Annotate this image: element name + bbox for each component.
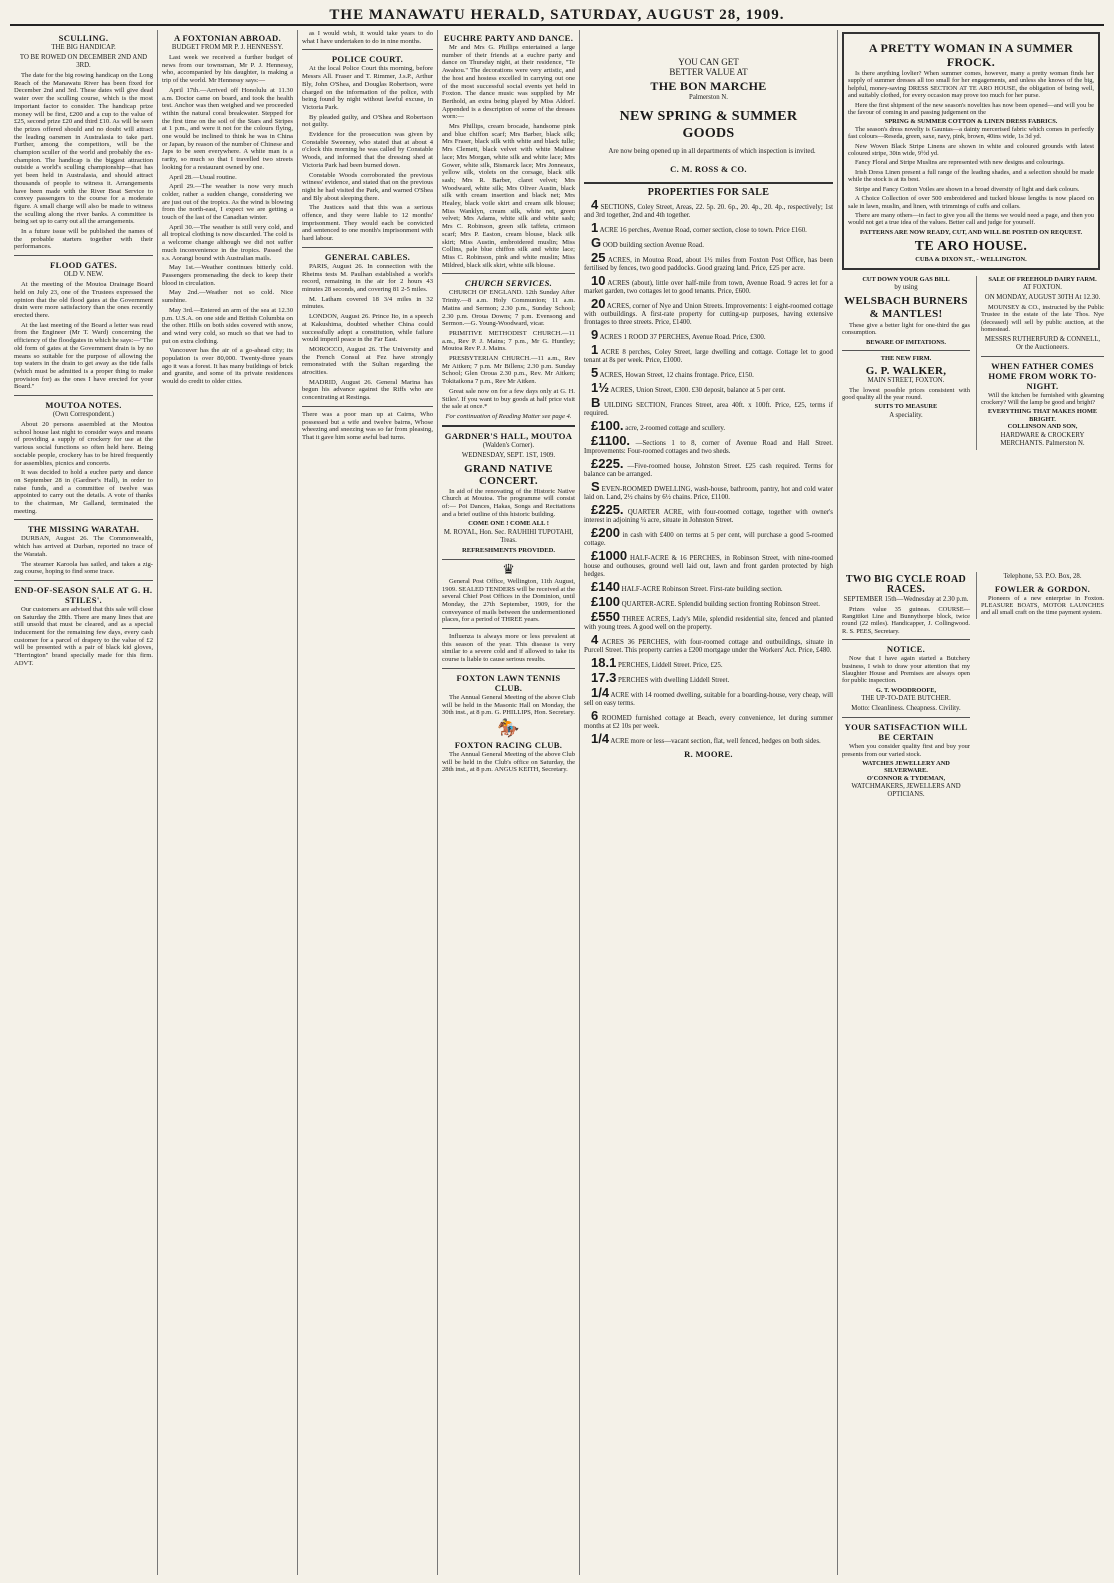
subheading: (Own Correspondent.) — [52, 411, 115, 419]
mid-adverts — [842, 272, 1104, 572]
heading-flood-gates: FLOOD GATES. — [50, 260, 117, 271]
divider — [14, 519, 153, 520]
article-text: About 20 persons assembled at the Moutoa school house last night to consider ways and means of providing a supply of crockery for use at the various social functions so often held here. Being sociable people, crockery has to be hired frequently for assemblies, picnics and concerts. — [14, 421, 153, 467]
cycle-advert — [842, 572, 970, 802]
article-text: It was decided to hold a euchre party and dance on September 28 in (Gardner's Hall), in order to raise funds, and a committee of twelve was appointed to carry out the details. A vote of thanks to the chairman, Mr Galland, terminated the meeting. — [14, 469, 153, 515]
ad-you-can-get: YOU CAN GET — [678, 57, 739, 67]
divider — [302, 247, 433, 248]
property-lead: B — [591, 395, 601, 410]
divider — [14, 255, 153, 256]
agent-name: R. MOORE. — [684, 749, 733, 759]
ad-text: Prizes value 35 guineas. COURSE—Rangitikei Line and Bunnythorpe block, twice round (22 miles). Handicapper, J. Collingwood. R. S. PEES, Secretary. — [842, 605, 970, 635]
article-text: M. Latham covered 18 3/4 miles in 32 minutes. — [302, 295, 433, 311]
article-text: PARIS, August 26. In connection with the Rheims tests M. Paulhan established a world's record, remaining in the air for 2 hours 43 minutes 28 seconds, and covering 81 2-5 miles. — [302, 262, 433, 293]
property-listing — [584, 367, 833, 380]
property-text: SECTIONS, Coley Street, Areas, 22. 5p. 20. 6p., 20. 4p., 20. 4p., respectively; 1st and 3rd together, 2nd and 4th together. — [584, 204, 833, 219]
ad-text: The season's dress novelty is Gauntas—a dainty mercerised fabric which comes in perfectly fast colours—Reseda, green, saxe, navy, pink, brown, 40ins wide, 1s 3d yd. — [848, 125, 1094, 141]
property-listing — [584, 672, 833, 685]
concert-title: GRAND NATIVE CONCERT. — [464, 462, 553, 487]
property-text: ACRES (about), little over half-mile from town, Avenue Road. 9 acres let for a market garden, two cottages let to good tenants. Price, £600. — [584, 280, 833, 295]
ad-text: Motto: Cleanliness. Cheapness. Civility. — [851, 705, 961, 713]
divider — [442, 668, 575, 669]
property-text: QUARTER ACRE, with four-roomed cottage, together with owner's interest in adjoining ¼ acre, situate in Johnston Street. — [584, 509, 833, 524]
ad-new-goods: NEW SPRING & SUMMER GOODS — [619, 109, 798, 141]
property-listing — [584, 199, 833, 220]
property-listing — [584, 550, 833, 579]
article-text: By pleaded guilty, and O'Shea and Robertson not guilty. — [302, 113, 433, 129]
heading-church-services: CHURCH SERVICES. — [464, 278, 553, 289]
property-listing — [584, 435, 833, 456]
property-lead: 10 — [591, 273, 606, 288]
article-text: Great sale now on for a few days only at G. H. Stiles'. If you want to buy goods at half price visit the sale at once.* — [442, 387, 575, 411]
ad-name: O'CONNOR & TYDEMAN, — [866, 774, 946, 782]
ad-headline: TWO BIG CYCLE ROAD RACES. — [845, 573, 967, 595]
concert-text: In aid of the renovating of the Historic Native Church at Moutoa. The programme will consist of:— Poi Dances, Hakas, Songs and Recitations and a brief outline of this historic building. — [442, 487, 575, 518]
divider — [14, 580, 153, 581]
property-listing — [584, 527, 833, 548]
divider — [442, 273, 575, 274]
property-text: HALF-ACRE & 16 PERCHES, in Robinson Street, with nine-roomed house and outhouses, ground well laid out, lawn and front garden protected by high hedges. — [584, 555, 833, 578]
ad-headline: SUITS TO MEASURE — [874, 403, 938, 411]
ad-text: ON MONDAY, AUGUST 30TH At 12.30. — [984, 293, 1101, 301]
property-lead: G — [591, 235, 602, 250]
dairy-farm-advert — [976, 276, 1104, 450]
church-notice: PRIMITIVE METHODIST CHURCH.—11 a.m., Rev P. J. Mains; 7 p.m., Mr G. Huntley; Moutoa Rev P. J. Mains. — [442, 329, 575, 353]
property-listing — [584, 237, 833, 250]
property-listing — [584, 504, 833, 525]
concert-refreshments: REFRESHMENTS PROVIDED. — [461, 547, 556, 555]
article-text: Evidence for the prosecution was given by Constable Sweeney, who stated that at about 4 o'clock this morning he was called by Constable Woods, and informed that the dressing shed at Victoria Park had been burned down. — [302, 131, 433, 169]
property-lead: £550 — [591, 609, 620, 624]
article-text: Vancouver has the air of a go-ahead city; its population is over 80,000. Twenty-three years ago it was a forest. It has many buildings of brick and granite, and some of its private residences would do credit to older cities. — [162, 347, 293, 386]
ad-text: Is there anything lovlier? When summer comes, however, many a pretty woman finds her supply of summer dresses all too small for her engagements, and unless she knows of the big, helpful, money-saving DRESS SECTION AT TE ARO HOUSE, the obligation of being well, and suitably clothed, for every occasion may prove too much for her purse. — [848, 70, 1094, 100]
article-text: At the last meeting of the Board a letter was read from the Engineer (Mr T. Ward) concerning the efficiency of the floodgates in which he says:—"The old form of gates at the Government drain is by no means so suitable for the purpose of allowing the top waters in the drain to get away as the tide falls (which must be admitted is a proper thing to make provision for) as the ones I have erected for your Board." — [14, 321, 153, 391]
property-text: ACRES, Howan Street, 12 chains frontage. Price, £150. — [599, 372, 754, 379]
property-text: UILDING SECTION, Frances Street, area 40ft. x 100ft. Price, £25, terms if required. — [584, 402, 834, 417]
ad-headline: WELSBACH BURNERS & MANTLES! — [844, 294, 968, 320]
te-aro-headline: A PRETTY WOMAN IN A SUMMER FROCK. — [868, 41, 1074, 69]
heading-general-cables: GENERAL CABLES. — [324, 251, 411, 262]
heading-euchre-party: EUCHRE PARTY AND DANCE. — [443, 33, 574, 43]
ad-text: Pioneers of a new enterprise in Foxton. PLEASURE BOATS, MOTOR LAUNCHES and all small craft on the time payment system. — [981, 594, 1104, 617]
property-lead: 18.1 — [591, 655, 617, 670]
divider — [442, 559, 575, 560]
property-listing — [584, 298, 833, 327]
article-verse: There was a poor man up at Cairns, Who possessed but a wife and twelve bairns, Whose wheezing and sneezing was so far from pleasing, That it gave him some awful bad turns. — [302, 410, 433, 441]
ad-text: Irish Dress Linen present a full range of the leading shades, and a selection should be made while the stock is at its best. — [848, 168, 1094, 184]
tender-notice: General Post Office, Wellington, 11th August, 1909. SEALED TENDERS will be received at the several Chief Post Offices in the Dominion, until Monday, the 27th September, 1909, for the conveyance of mails between the undermentioned places, for a period of THREE years. — [442, 577, 575, 624]
ad-headline: THE NEW FIRM. — [880, 355, 932, 363]
ad-text: MESSRS RUTHERFURD & CONNELL, Or the Auctioneers. — [984, 335, 1101, 351]
property-lead: £140 — [591, 579, 620, 594]
property-lead: £100 — [591, 594, 620, 609]
article-text: May 3rd.—Entered an arm of the sea at 12.30 p.m. U.S.A. on one side and British Columbia on the other. Hills on both sides covered with snow, and wind very cold, so much so that we had to put on extra clothing. — [162, 306, 293, 345]
article-text: Our customers are advised that this sale will close on Saturday the 28th. There are many lines that are still unsold that must be cleared, and as a special inducement for the remaining few days, every cash customer for a parcel of drapery to the value of £2 will be presented with a pair of black kid gloves, "Herrington" brand specially made for this firm. ADVT. — [14, 605, 153, 667]
property-lead: 1½ — [591, 380, 610, 395]
ad-name: G. T. WOODROOFE, — [875, 686, 937, 694]
property-listing — [584, 710, 833, 731]
ad-text: THE UP-TO-DATE BUTCHER. — [861, 695, 951, 703]
article-text: Influenza is always more or less prevalent at this season of the year. This disease is very similar to a severe cold and if allowed to take its course is liable to cause serious results. — [442, 633, 575, 664]
article-text: April 30.—The weather is still very cold, and all tropical clothing is now discarded. The cold is a welcome change although we did not suffer much inconvenience in the tropics. Passed the s.s. Aorangi bound with Australian mails. — [162, 223, 293, 262]
column-2 — [158, 30, 298, 1575]
article-text: At the local Police Court this morning, before Messrs All. Fraser and T. Rimmer, J.s.P., Arthur Bly, John O'Shea, and Douglas Robertson, were charged on the information of the police, with being found by night without lawful excuse, in Victoria Park. — [302, 65, 433, 111]
property-listing — [584, 252, 833, 273]
ad-text: SEPTEMBER 15th—Wednesday at 2.30 p.m. — [843, 595, 969, 603]
property-lead: 5 — [591, 365, 599, 380]
lower-adverts — [842, 572, 1104, 912]
property-text: in cash with £400 on terms at 5 per cent, will purchase a good 5-roomed cottage. — [584, 532, 834, 547]
article-text: LONDON, August 26. Prince Ito, in a speech at Kakushima, doubted whether China could successfully adopt a constitution, while failure would imperil peace in the Far East. — [302, 313, 433, 344]
property-listing — [584, 329, 833, 342]
concert-venue-sub: (Walden's Corner). — [482, 441, 535, 449]
divider — [842, 350, 970, 351]
ad-headline: WHEN FATHER COMES HOME FROM WORK TO-NIGHT. — [988, 360, 1097, 391]
ad-patterns: PATTERNS ARE NOW READY, CUT, AND WILL BE POSTED ON REQUEST. — [859, 228, 1083, 236]
property-lead: 20 — [591, 296, 606, 311]
concert-venue: GARDNER'S HALL, MOUTOA — [444, 430, 573, 441]
article-text: At the meeting of the Moutoa Drainage Board held on July 23, one of the Trustees expressed the opinion that the old flood gates at the Government drain were more satisfactory than the ones recently erected there. — [14, 281, 153, 319]
property-text: acre, 2-roomed cottage and scullery. — [625, 425, 726, 432]
ad-text: Fancy Floral and Stripe Muslins are represented with new designs and colourings. — [855, 159, 1065, 167]
property-listing — [584, 596, 833, 609]
property-lead: 1 — [591, 220, 599, 235]
article-text: April 29.—The weather is now very much colder, rather a sudden change, considering we are just out of the tropics. As the wind is blowing from the north-east, I expect we are getting a touch of the last of the Canadian winter. — [162, 183, 293, 222]
ad-text: A speciality. — [889, 411, 923, 419]
ad-headline: CUT DOWN YOUR GAS BILL — [862, 275, 950, 283]
property-listing — [584, 397, 833, 418]
article-text: Mr and Mrs G. Phillips entertained a large number of their friends at a euchre party and dance on Thursday night, at their residence, "Te Awahou." The decorations were very artistic, and the host and hostess excelled in carrying out one of the most successful social events yet held in Foxton. The dance music was supplied by Mr Berthold, an extra being played by Miss Aldorf. Appended is a description of some of the dresses worn:— — [442, 44, 575, 121]
fowler-gordon-advert — [976, 572, 1104, 619]
heading-properties-for-sale: PROPERTIES FOR SALE — [647, 187, 770, 198]
article-text: The Justices said that this was a serious offence, and they were liable to 12 months' imprisonment. They would each be convicted and sentenced to one month's imprisonment with hard labour. — [302, 204, 433, 243]
club-notice: The Annual General Meeting of the above Club will be held in the Club's office on Saturday, the 28th inst., at 8 p.m. ANGUS KEITH, Secretary. — [442, 751, 575, 774]
article-text: April 28.—Usual routine. — [169, 173, 237, 181]
divider — [442, 425, 575, 427]
property-lead: 9 — [591, 327, 599, 342]
article-text: May 1st.—Weather continues bitterly cold. Passengers promenading the deck to keep their blood in circulation. — [162, 264, 293, 287]
property-lead: £225. — [591, 456, 624, 471]
property-text: ACRES, corner of Nye and Union Streets. Improvements: 1 eight-roomed cottage with outbuildings. A first-rate property for cutting-up purposes, having extensive frontages to three streets. Price, £1400. — [584, 303, 834, 326]
heading-end-of-season-sale: END-OF-SEASON SALE AT G. H. STILES'. — [14, 584, 153, 605]
property-lead: £1100. — [591, 433, 631, 448]
ad-name: G. P. WALKER, — [865, 364, 947, 377]
property-text: ACRE 8 perches, Coley Street, large dwelling and cottage. Cottage let to good tenant at 8s per week. Price, £1000. — [584, 349, 834, 364]
article-text: DURBAN, August 26. The Commonwealth, which has arrived at Durban, reported no trace of the Waratah. — [14, 535, 153, 558]
ad-subhead: SPRING & SUMMER COTTON & LINEN DRESS FABRICS. — [884, 118, 1058, 126]
ad-headline: NOTICE. — [886, 644, 926, 655]
columns — [10, 30, 1104, 1575]
article-text: May 2nd.—Weather not so cold. Nice sunshine. — [162, 289, 293, 305]
article-text: April 17th.—Arrived off Honolulu at 11.30 a.m. Doctor came on board, and took the health test. Anchor was then weighed and we proceeded within the natural coral breakwater. Stepped for the first time on the soil of the Stars and Stripes at 1 p.m., and were it not for the colours flying, one would be inclined to think he was in China or Japan, by reason of the number of Chinese and Japs to be seen everywhere. A white man is a rarity, so much so that I travelled two streets looking for a restaurant owned by one. — [162, 86, 293, 171]
ad-location: Palmerston N. — [689, 94, 728, 101]
property-lead: 4 — [591, 197, 599, 212]
heading-moutoa-notes: MOUTOA NOTES. — [45, 400, 122, 411]
property-text: ACRE more or less—vacant section, flat, well fenced, hedges on both sides. — [610, 738, 821, 745]
te-aro-house: TE ARO HOUSE. — [914, 239, 1028, 255]
heading-missing-waratah: THE MISSING WARATAH. — [27, 524, 140, 535]
property-lead: £225. — [591, 502, 624, 517]
property-text: THREE ACRES, Lady's Mile, splendid residential site, fenced and planted with young trees. A good well on the property. — [584, 616, 833, 631]
divider — [842, 639, 970, 640]
property-text: PERCHES, Liddell Street. Price, £25. — [618, 662, 723, 669]
te-aro-advert — [842, 32, 1100, 270]
subheading: TO BE ROWED ON DECEMBER 2ND AND 3RD. — [19, 54, 148, 69]
property-lead: S — [591, 479, 600, 494]
property-listing — [584, 481, 833, 502]
property-listing — [584, 634, 833, 655]
property-lead: £200 — [591, 525, 620, 540]
te-aro-address: CUBA & DIXON ST., - WELLINGTON. — [915, 256, 1027, 264]
property-list — [584, 199, 833, 746]
subheading: BUDGET FROM MR P. J. HENNESSY. — [171, 44, 284, 51]
ad-text: Telephone, 53. P.O. Box, 28. — [1003, 572, 1082, 580]
divider — [302, 406, 433, 407]
property-text: —Five-roomed house, Johnston Street. £25 cash required. Terms for balance can be arranged. — [584, 463, 833, 478]
heading-lawn-tennis: FOXTON LAWN TENNIS CLUB. — [456, 672, 561, 693]
property-text: OOD building section Avenue Road. — [602, 242, 704, 249]
property-lead: £1000 — [591, 548, 628, 563]
property-text: ACRES 1 ROOD 37 PERCHES, Avenue Road. Price, £300. — [599, 334, 766, 341]
ad-text: Will the kitchen be furnished with gleaming crockery? Will the lamp be good and bright? — [981, 391, 1104, 406]
article-text: MOROCCO, August 26. The University and the French Consul at Fez have strongly remonstrated with the Sultan regarding the atrocities. — [302, 345, 433, 377]
ad-text: Here the first shipment of the new season's novelties has now been opened—and will you be the favour of coming in and passing judgement on the — [848, 101, 1094, 117]
ad-text: HARDWARE & CROCKERY MERCHANTS. Palmerston N. — [1000, 431, 1085, 447]
property-listing — [584, 581, 833, 594]
column-1 — [10, 30, 158, 1575]
property-listing — [584, 382, 833, 395]
ad-name: FOWLER & GORDON. — [994, 583, 1091, 594]
welsbach-advert — [842, 276, 970, 422]
concert-date: WEDNESDAY, SEPT. 1ST, 1909. — [461, 451, 556, 459]
property-text: ACRE 16 perches, Avenue Road, corner section, close to town. Price £160. — [599, 227, 807, 234]
divider — [14, 395, 153, 396]
property-lead: 25 — [591, 250, 606, 265]
column-4 — [438, 30, 580, 1575]
property-text: ACRES, Union Street, £300. £30 deposit, balance at 5 per cent. — [610, 387, 786, 394]
property-lead: 1 — [591, 342, 599, 357]
property-lead: 17.3 — [591, 670, 617, 685]
ad-headline: SALE OF FREEHOLD DAIRY FARM. — [988, 275, 1097, 283]
ad-text: The lowest possible prices consistent with good quality all the year round. — [842, 386, 970, 401]
subheading: OLD V. NEW. — [63, 271, 104, 279]
ad-text: by using — [894, 283, 918, 291]
ad-text: Now that I have again started a Butchery business, I wish to draw your attention that my Slaughter House and Premises are always open for public inspection. — [842, 655, 970, 685]
article-text: Last week we received a further budget of news from our townsman, Mr P. J. Hennessy, who, accompanied by his daughter, is making a trip of the world. Mr Hennessy says:— — [162, 54, 293, 85]
ad-name: COLLINSON AND SON, — [1007, 423, 1078, 431]
ad-text: When you consider quality first and buy your presents from our varied stock. — [842, 743, 970, 758]
ad-text: AT FOXTON. — [1022, 283, 1063, 291]
ad-headline: EVERYTHING THAT MAKES HOME BRIGHT. — [987, 408, 1098, 423]
article-text: The date for the big rowing handicap on the Long Reach of the Manawatu River has been fixed for December 2nd and 3rd. These dates will give dead water over the sculling course, which is the most important factor to consider. The handicap prize money will be first, £200 and a cup to the value of £25, second prize £20 and third £10. As will be seen the prizes offered should and no doubt will attract the leading oarsmen in Australasia to take part. Further, among the competitors, will be the champion sculler of the world and probably the ex-champion. The handicap is the biggest attraction outside a world's sculling championship—that has yet been held in Australasia, and should attract thousands of people to witness it. Arrangements have been made with the River Boat Service to convey passengers to the course for a moderate figure. A small charge will also be made to witness the sculling along the river banks. A committee is being set up to carry out all the arrangements. — [14, 72, 153, 226]
ad-text: These give a better light for one-third the gas consumption. — [842, 321, 970, 337]
property-text: ACRES 36 PERCHES, with four-roomed cottage and outbuildings, situate in Purcell Street. This property carries a £200 mortgage under the Workers' Act. Price, £480. — [584, 639, 834, 654]
church-notice: CHURCH OF ENGLAND. 12th Sunday After Trinity.—8 a.m. Holy Communion; 11 a.m. Matins and Sermon; 2.30 p.m., Sunday School; 2.30 p.m. Oroua Downs; 7 p.m. Evensong and Sermon.—G. Young-Woodward, vicar. — [442, 289, 575, 328]
ad-text: There are many others—in fact to give you all the items we would need a page, and then you would not get a true idea of the values. Better call and judge for yourself. — [848, 211, 1094, 227]
divider — [981, 356, 1104, 357]
property-text: ROOMED furnished cottage at Beach, every convenience, let during summer months at £2 10s per week. — [584, 715, 833, 730]
ad-ross-co: C. M. ROSS & CO. — [670, 164, 747, 174]
divider — [442, 628, 575, 629]
article-text: as I would wish, it would take years to do what I have undertaken to do in nine months. — [302, 30, 433, 45]
property-text: EVEN-ROOMED DWELLING, wash-house, bathroom, pantry, hot and cold water laid on. Land, 2½ chains by 6½ chains. Price, £1100. — [584, 486, 833, 501]
ad-headline: YOUR SATISFACTION WILL BE CERTAIN — [844, 722, 968, 743]
divider — [584, 182, 833, 184]
property-text: ACRE with 14 roomed dwelling, suitable for a boarding-house, very cheap, will sell on easy terms. — [584, 692, 834, 707]
club-notice: The Annual General Meeting of the above Club will be held in the Masonic Hall on Monday, the 30th inst., at 8 p.m. G. PHILLIPS, Hon. Secretary. — [442, 693, 575, 717]
property-lead: 6 — [591, 708, 599, 723]
masthead: THE MANAWATU HERALD, SATURDAY, AUGUST 28, 1909. — [10, 6, 1104, 26]
property-text: HALF-ACRE Robinson Street. First-rate building section. — [621, 586, 783, 593]
church-notice: PRESBYTERIAN CHURCH.—11 a.m., Rev Mr Aitken; 7 p.m. Mr Billens; 2.30 p.m. Sunday School; Glen Oroua 2.30 p.m., Rev. Mr Aitken; Tokitaikona 7 p.m., Rev Mr Aitken. — [442, 355, 575, 386]
article-text: In a future issue will be published the names of the probable starters together with their performances. — [14, 228, 153, 251]
ad-warning: BEWARE OF IMITATIONS. — [866, 338, 946, 346]
ad-text: New Woven Black Stripe Linens are shown in white and coloured grounds with latest coloured stripe, 30in wide, 9½d yd. — [848, 142, 1094, 158]
property-listing — [584, 344, 833, 365]
property-text: ACRES, in Moutoa Road, about 1½ miles from Foxton Post Office, has been fertilised by fences, two good paddocks. Good grazing land. Price, £25 per acre. — [584, 257, 834, 272]
property-listing — [584, 657, 833, 670]
crest-icon: ♛ — [502, 562, 515, 578]
property-listing — [584, 420, 833, 433]
concert-officers: M. ROYAL, Hon. Sec. RAUHIHI TUPOTAHI, Treas. — [443, 529, 574, 545]
continuation-note: For continuation of Reading Matter see page 4. — [445, 412, 572, 420]
heading-foxtonian-abroad: A FOXTONIAN ABROAD. — [173, 33, 281, 43]
property-text: QUARTER-ACRE. Splendid building section fronting Robinson Street. — [621, 601, 820, 608]
property-listing — [584, 611, 833, 632]
article-text: Mrs Phillips, cream brocade, handsome pink and blue chiffon scarf; Mrs Barber, black silk; Mrs Fraser, black silk with white and black tulle; Mrs Clemett, black velvet with white Maltese lace; Mrs Morgan, white silk and white lace; Mrs Gower, white silk, Bismarck lace; Mrs Jonneaux, yellow silk, violets on the corsage, black silk sash; Mrs R. Barber, claret velvet; Mrs Woodward, white silk; Mrs Oliver Austin, black silk with cream insertion and black net; Mrs Healey, black voile skirt and cream silk blouse; Miss Wanklyn, cream silk, white net, green velvet; Mrs Adams, white silk and white sash; Mrs C. Robinson, green silk taffeta, crimson scarf; Mrs P. Easton, cream blouse, black silk skirt; Miss Austin, embroidered muslin; Miss Collins, pale blue chiffon silk and white lace; Miss C. Robinson, pink and white muslin; Miss Mildred, black silk skirt, white silk blouse. — [442, 123, 575, 269]
property-listing — [584, 275, 833, 296]
property-lead: 1/4 — [591, 731, 610, 746]
property-listing — [584, 458, 833, 479]
property-lead: 1/4 — [591, 685, 610, 700]
concert-callout: COME ONE ! COME ALL ! — [468, 520, 549, 528]
article-text: MADRID, August 26. General Marina has begun his advance against the Riffs who are concentrating at Restinga. — [302, 378, 433, 402]
heading-police-court: POLICE COURT. — [331, 54, 404, 65]
property-listing — [584, 222, 833, 235]
column-6 — [838, 30, 1104, 1575]
divider — [302, 49, 433, 50]
article-text: Constable Woods corroborated the previous witness' evidence, and stated that on the previous night he had visited the Park, and warned O'Shea and Bly about sleeping there. — [302, 171, 433, 202]
property-listing — [584, 687, 833, 708]
ad-text: MOUNSEY & CO., instructed by the Public Trustee in the estate of the late Thos. Nye (deceased) will sell by public auction, at the homestead. — [981, 303, 1104, 334]
column-5 — [580, 30, 838, 1575]
ad-subhead: WATCHES JEWELLERY AND SILVERWARE. — [862, 760, 950, 775]
ad-bon-marche: THE BON MARCHE — [650, 79, 767, 93]
property-text: —Sections 1 to 8, corner of Avenue Road and Hall Street. Improvements: Four-roomed cottages and two sheds. — [584, 440, 833, 455]
racehorse-icon: 🏇 — [497, 718, 520, 738]
article-text: The steamer Karoola has sailed, and takes a zig-zag course, hoping to find some trace. — [14, 560, 153, 576]
heading-racing-club: FOXTON RACING CLUB. — [454, 740, 563, 750]
ad-address: MAIN STREET, FOXTON. — [867, 376, 945, 384]
subheading: THE BIG HANDICAP. — [51, 44, 116, 51]
property-listing — [584, 733, 833, 746]
property-text: PERCHES with dwelling Liddell Street. — [618, 677, 730, 684]
column-3 — [298, 30, 438, 1575]
property-lead: £100. — [591, 418, 624, 433]
property-lead: 4 — [591, 632, 599, 647]
ad-text: Stripe and Fancy Cotton Voiles are shown in a broad diversity of light and dark colours. — [855, 185, 1080, 193]
ad-text: Are now being opened up in all departments of which inspection is invited. — [608, 148, 816, 155]
ad-text: A Choice Collection of over 500 embroidered and tucked blouse lengths is now placed on sale in lawn, muslin, and linen, with trimmings of cuffs and collars. — [848, 195, 1094, 210]
divider — [842, 717, 970, 718]
heading-sculling: SCULLING. — [58, 33, 109, 43]
ad-better-value: BETTER VALUE AT — [669, 67, 748, 77]
ad-text: WATCHMAKERS, JEWELLERS AND OPTICIANS. — [851, 783, 961, 799]
